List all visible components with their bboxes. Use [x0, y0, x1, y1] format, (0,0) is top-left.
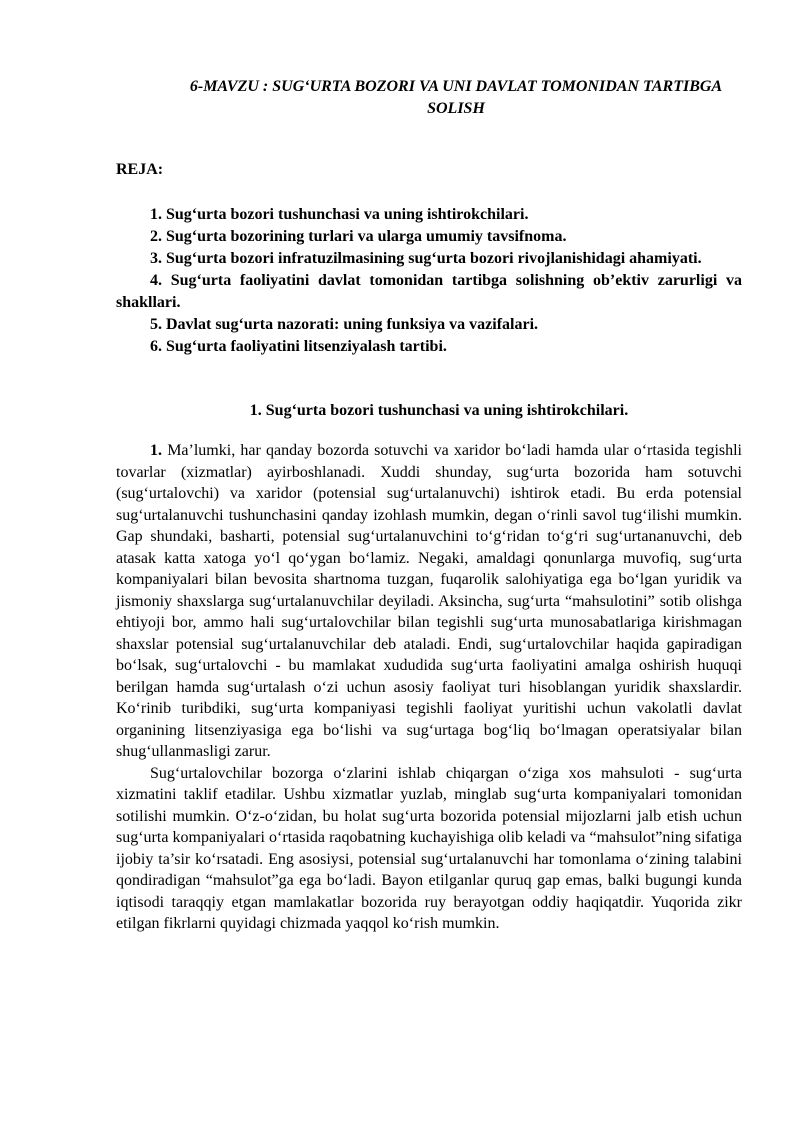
- plan-heading: REJA:: [116, 161, 164, 178]
- plan-item: 5. Davlat sug‘urta nazorati: uning funksiya va vazifalari.: [150, 316, 539, 333]
- plan-item: 6. Sug‘urta faoliyatini litsenziyalash tartibi.: [150, 338, 447, 355]
- section-heading: 1. Sug‘urta bozori tushunchasi va uning ishtirokchilari.: [249, 402, 629, 419]
- plan-item: 4. Sug‘urta faoliyatini davlat tomonidan tartibga solishning ob’ektiv zarurligi va shakllari.: [116, 272, 742, 311]
- page-title: 6-MAVZU : SUG‘URTA BOZORI VA UNI DAVLAT TOMONIDAN TARTIBGA SOLISH: [189, 78, 723, 117]
- paragraph-1-text: Ma’lumki, har qanday bozorda sotuvchi va xaridor bo‘ladi hamda ular o‘rtasida tegishli tovarlar (xizmatlar) ayirboshlanadi. Xuddi shunday, sug‘urta bozorida ham sotuvchi (sug‘urtalovchi) va xaridor (potensial sug‘urtalanuvchi) ishtirok etadi. Bu erda potensial sug‘urtalanuvchi tushunchasini qanday izohlash mumkin, degan o‘rinli savol tug‘ilishi mumkin. Gap shundaki, basharti, potensial sug‘urtalanuvchini to‘g‘ridan to‘g‘ri sug‘urtananuvchi, deb atasak katta xatoga yo‘l qo‘ygan bo‘lamiz. Negaki, amaldagi qonunlarga muvofiq, sug‘urta kompaniyalari bilan bevosita shartnoma tuzgan, fuqarolik salohiyatiga ega bo‘lgan yuridik va jismoniy shaxslarga sug‘urtalanuvchilar deyiladi. Aksincha, sug‘urta “mahsulotini” sotib olishga ehtiyoji bor, ammo hali sug‘urtalovchilar bilan tegishli sug‘urta munosabatlariga kirishmagan shaxslar potensial sug‘urtalanuvchilar deb ataladi. Endi, sug‘urtalovchilar haqida gapiradigan bo‘lsak, sug‘urtalovchi - bu mamlakat xududida sug‘urta faoliyatini amalga oshirish huquqi berilgan hamda sug‘urtalash o‘zi uchun asosiy faoliyat turi hisoblangan yuridik shaxslardir. Ko‘rinib turibdiki, sug‘urta kompaniyasi tegishli faoliyat yuritishi uchun vakolatli davlat organining litsenziyasiga ega bo‘lishi va sug‘urtaga bog‘liq bo‘lmagan operatsiyalar bilan shug‘ullanmasligi zarur.: [116, 442, 742, 760]
- plan-item: 3. Sug‘urta bozori infratuzilmasining sug‘urta bozori rivojlanishidagi ahamiyati.: [150, 250, 702, 267]
- plan-item: 1. Sug‘urta bozori tushunchasi va uning ishtirokchilari.: [150, 206, 529, 223]
- plan-list: [116, 204, 742, 358]
- body-text: [116, 440, 742, 935]
- paragraph-number: 1.: [150, 442, 162, 459]
- plan-item: 2. Sug‘urta bozorining turlari va ularga umumiy tavsifnoma.: [150, 228, 567, 245]
- paragraph-1: [116, 440, 742, 763]
- paragraph-2: Sug‘urtalovchilar bozorga o‘zlarini ishlab chiqargan o‘ziga xos mahsuloti - sug‘urta xizmatini taklif etadilar. Ushbu xizmatlar yuzlab, minglab sug‘urta kompaniyalari tomonidan sotilishi mumkin. O‘z-o‘zidan, bu holat sug‘urta bozorida potensial mijozlarni jalb etish uchun sug‘urta kompaniyalari o‘rtasida raqobatning kuchayishiga olib keladi va “mahsulot”ning sifatiga ijobiy ta’sir ko‘rsatadi. Eng asosiysi, potensial sug‘urtalanuvchi har tomonlama o‘zining talabini qondiradigan “mahsulot”ga ega bo‘ladi. Bayon etilganlar quruq gap emas, balki bugungi kunda iqtisodi taraqqiy etgan mamlakatlar bozorida ruy berayotgan oddiy haqiqatdir. Yuqorida zikr etilgan fikrlarni quyidagi chizmada yaqqol ko‘rish mumkin.: [116, 764, 742, 932]
